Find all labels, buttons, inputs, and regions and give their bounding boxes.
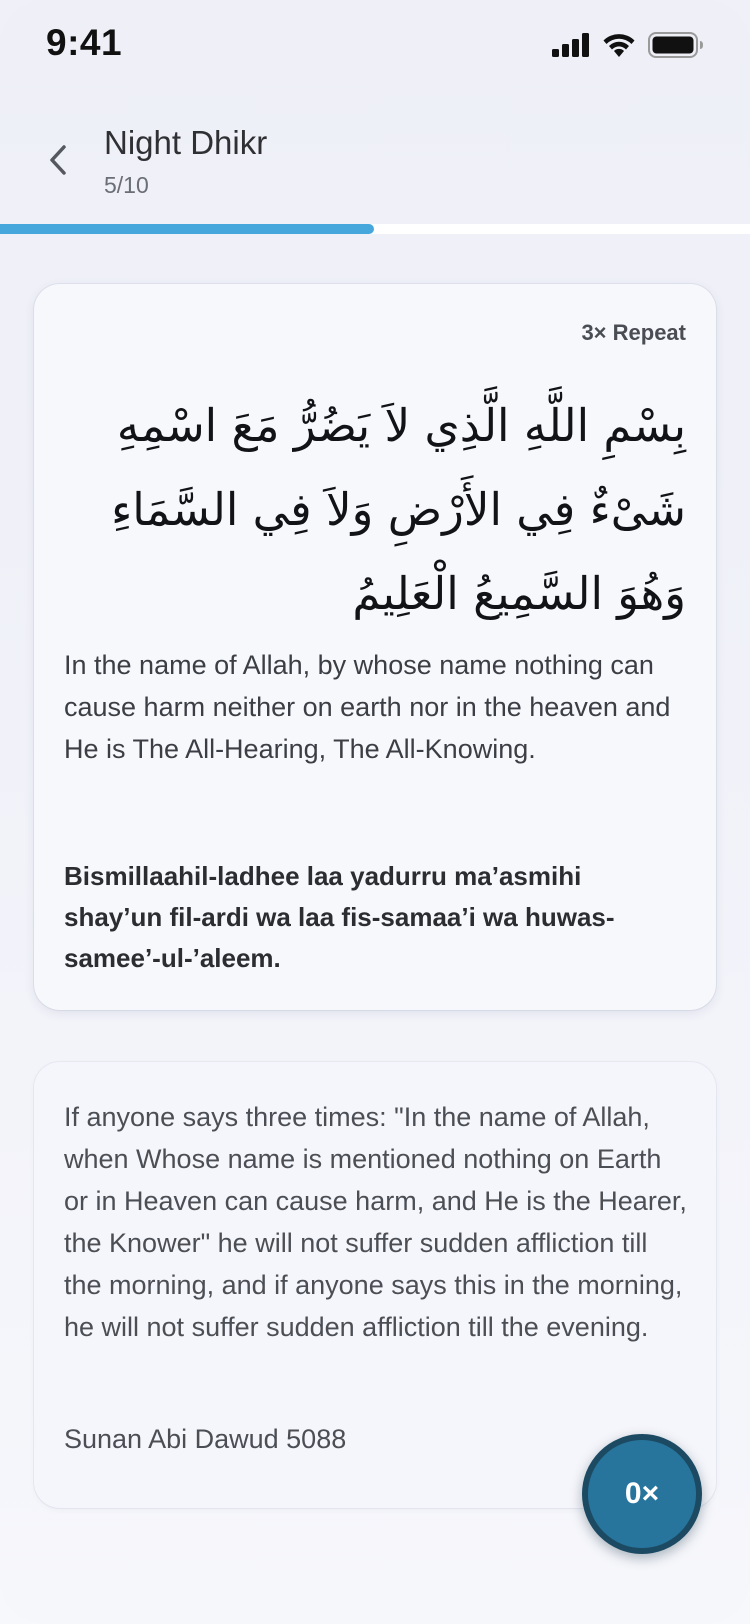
hadith-source: Sunan Abi Dawud 5088 (64, 1424, 347, 1454)
repeat-badge: 3× Repeat (581, 320, 686, 345)
progress-bar-fill (0, 224, 374, 234)
tap-counter-button[interactable] (582, 1434, 702, 1554)
transliteration-text: Bismillaahil-ladhee laa yadurru ma’asmihi shay’un fil-ardi wa laa fis-samaa’i wa huwas-samee’-ul-’aleem. (64, 861, 615, 973)
dhikr-card (34, 284, 716, 1010)
chevron-left-icon (47, 143, 69, 177)
progress-counter-text: 5/10 (104, 172, 149, 198)
wifi-icon (602, 32, 636, 62)
page-title: Night Dhikr (104, 124, 268, 161)
virtue-note-text: If anyone says three times: "In the name of Allah, when Whose name is mentioned nothing on Earth or in Heaven can cause harm, and He is the Hearer, the Knower" he will not suffer sudden affliction till the morning, and if anyone says this in the morning, he will not suffer sudden affliction till the evening. (64, 1102, 687, 1342)
battery-icon (648, 32, 704, 62)
header (0, 110, 750, 220)
back-button[interactable] (36, 132, 80, 188)
progress-bar (0, 224, 750, 234)
translation-text: In the name of Allah, by whose name nothing can cause harm neither on earth nor in the heaven and He is The All-Hearing, The All-Knowing. (64, 650, 671, 764)
status-bar (0, 0, 750, 92)
arabic-text: بِسْمِ اللَّهِ الَّذِي لاَ يَضُرُّ مَعَ اسْمِهِ شَىْءٌ فِي الأَرْضِ وَلاَ فِي السَّمَاءِ وَهُوَ السَّمِيعُ الْعَلِيمُ (111, 399, 686, 620)
status-icons (552, 30, 704, 64)
status-time: 9:41 (46, 22, 123, 63)
counter-label: 0× (624, 1477, 660, 1510)
cellular-signal-icon (552, 33, 590, 61)
